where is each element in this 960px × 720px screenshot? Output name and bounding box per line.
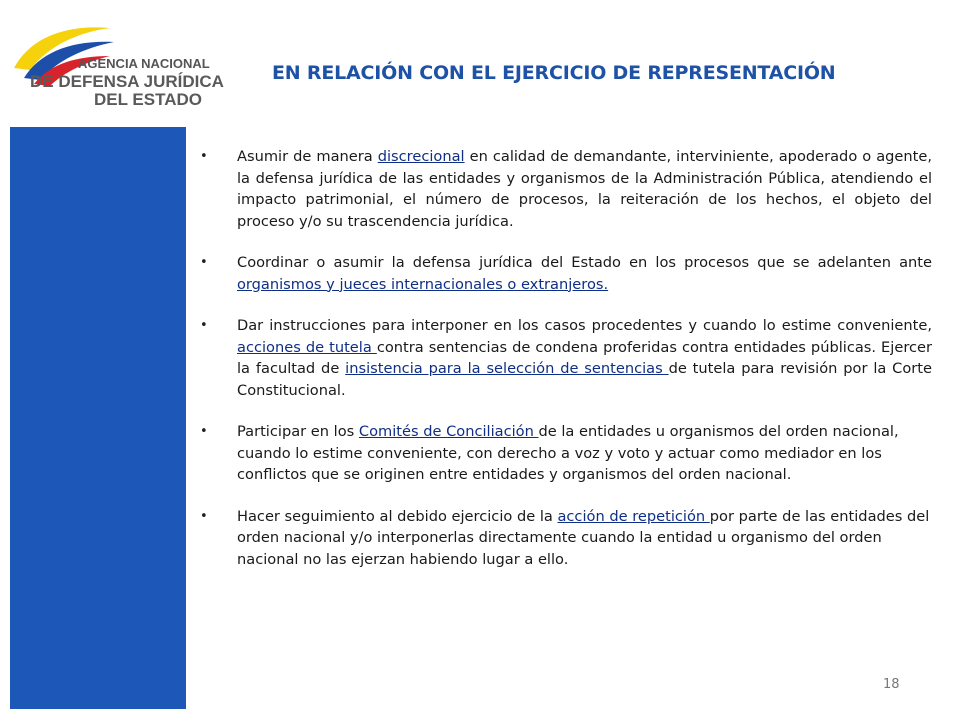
logo-text-line3: DEL ESTADO — [94, 90, 202, 109]
bullet-icon: • — [200, 508, 208, 524]
bullet-text: Coordinar o asumir la defensa jurídica del Estado en los procesos que se adelanten ante — [237, 254, 932, 271]
page-title: EN RELACIÓN CON EL EJERCICIO DE REPRESENTACIÓN — [272, 62, 836, 84]
bullet-icon: • — [200, 255, 208, 270]
logo-text-line2: DE DEFENSA JURÍDICA — [30, 72, 224, 91]
bullet-icon: • — [200, 318, 208, 333]
highlight-acciones-de-tutela: acciones de tutela — [237, 338, 377, 356]
bullet-icon: • — [200, 149, 208, 164]
bullet-text: de tutela para revisión por la Corte Constitucional. — [237, 360, 933, 399]
bullet-list — [200, 146, 932, 590]
highlight-organismos-internacionales: organismos y jueces internacionales o extranjeros. — [237, 275, 609, 293]
bullet-text: contra sentencias de condena proferidas contra entidades públicas. Ejercer la facultad de — [237, 338, 932, 377]
highlight-accion-de-repeticion: acción de repetición — [557, 507, 710, 525]
bullet-item-discretionary — [200, 146, 932, 232]
sidebar-panel — [10, 127, 186, 709]
bullet-item-repeticion — [200, 506, 932, 571]
bullet-item-conciliacion — [200, 421, 932, 486]
logo-text-line1: AGENCIA NACIONAL — [78, 56, 210, 71]
highlight-discrecional: discrecional — [377, 148, 465, 165]
bullet-text: en calidad de demandante, interviniente, apoderado o agente, la defensa jurídica de las entidades y organismos de la Administración Pública, atendiendo el impacto patrimonial, el número de procesos, la reiteración de los hechos, el objeto del proceso y/o su trascendencia jurídica. — [237, 148, 932, 230]
highlight-insistencia: insistencia para la selección de sentencias — [345, 360, 669, 377]
highlight-comites-de-conciliacion: Comités de Conciliación — [358, 423, 539, 440]
bullet-text: de la entidades u organismos del orden nacional, cuando lo estime conveniente, con derecho a voz y voto y actuar como mediador en los conflictos que se originen entre entidades y organismos del orden nacional. — [237, 423, 899, 483]
bullet-item-international — [200, 252, 932, 295]
agency-logo — [10, 18, 224, 113]
bullet-text: Hacer seguimiento al debido ejercicio de la — [237, 507, 558, 525]
bullet-text: Participar en los — [237, 423, 359, 440]
page-number: 18 — [883, 677, 900, 692]
bullet-text: Dar instrucciones para interponer en los casos procedentes y cuando lo estime conveniente, — [237, 317, 932, 334]
bullet-text: por parte de las entidades del orden nacional y/o interponerlas directamente cuando la entidad u organismo del orden nacional no las ejerzan habiendo lugar a ello. — [237, 507, 930, 568]
bullet-icon: • — [200, 424, 208, 439]
bullet-text: Asumir de manera — [237, 148, 378, 165]
bullet-item-tutela — [200, 315, 932, 401]
